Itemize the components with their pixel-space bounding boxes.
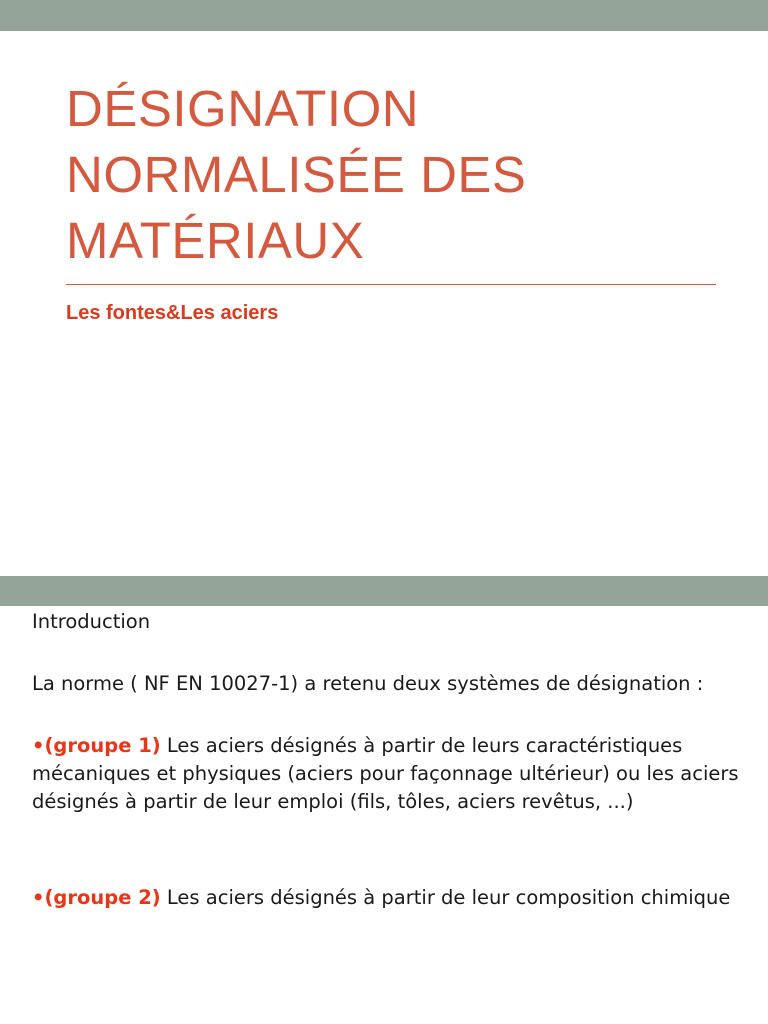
group-text: Les aciers désignés à partir de leurs caractéristiques mécaniques et physiques (aciers pour façonnage ultérieur) ou les aciers désignés à partir de leur emploi (fils, tôles, aciers revêtus, ...) xyxy=(32,734,739,813)
group-2-item xyxy=(32,884,730,912)
slide-subtitle: Les fontes&Les aciers xyxy=(66,302,279,324)
title-divider xyxy=(66,284,716,285)
slide-title xyxy=(66,76,726,274)
bullet-icon: • xyxy=(32,734,45,757)
title-line: MATÉRIAUX xyxy=(66,212,365,269)
group-text: Les aciers désignés à partir de leur composition chimique xyxy=(160,886,731,909)
group-1-item xyxy=(32,732,762,816)
slide-separator-band xyxy=(0,576,768,606)
group-label: (groupe 1) xyxy=(44,734,161,757)
title-line: NORMALISÉE DES xyxy=(66,146,527,203)
title-line: DÉSIGNATION xyxy=(66,80,420,137)
norme-paragraph: La norme ( NF EN 10027-1) a retenu deux systèmes de désignation : xyxy=(32,672,704,695)
top-band xyxy=(0,0,768,31)
group-label: (groupe 2) xyxy=(44,886,161,909)
bullet-icon: • xyxy=(32,886,45,909)
intro-heading: Introduction xyxy=(32,610,151,633)
